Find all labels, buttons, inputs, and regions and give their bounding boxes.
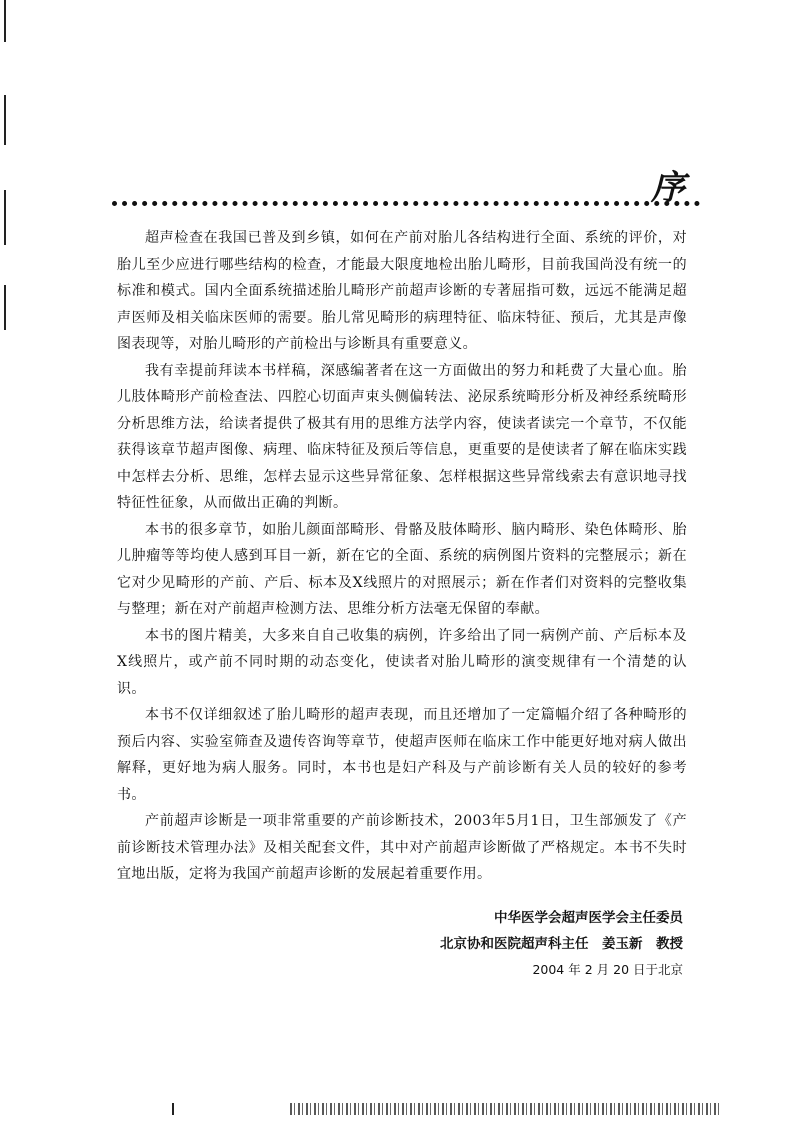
paragraph: 我有幸提前拜读本书样稿，深感编著者在这一方面做出的努力和耗费了大量心血。胎儿肢体畸形产前检查法、四腔心切面声束头侧偏转法、泌尿系统畸形分析及神经系统畸形分析思维方法，给读者提供了极其有用的思维方法学内容，使读者读完一个章节，不仅能获得该章节超声图像、病理、临床特征及预后等信息，更重要的是使读者了解在临床实践中怎样去分析、思维，怎样去显示这些异常征象、怎样根据这些异常线索去有意识地寻找特征性征象，从而做出正确的判断。 [117, 362, 687, 511]
scan-edge-mark [4, 190, 6, 245]
paragraph: 超声检查在我国已普及到乡镇，如何在产前对胎儿各结构进行全面、系统的评价，对胎儿至少应进行哪些结构的检查，才能最大限度地检出胎儿畸形，目前我国尚没有统一的标准和模式。国内全面系统描述胎儿畸形产前超声诊断的专著屈指可数，远远不能满足超声医师及相关临床医师的需要。胎儿常见畸形的病理特征、临床特征、预后，尤其是声像图表现等，对胎儿畸形的产前检出与诊断具有重要意义。 [117, 230, 687, 352]
signature-title: 中华医学会超声医学会主任委员 [494, 910, 683, 926]
scan-footer-mark [172, 1103, 174, 1115]
scan-edge-mark [4, 95, 6, 145]
signature-author: 北京协和医院超声科主任 姜玉新 教授 [440, 936, 683, 952]
dotted-rule [112, 201, 700, 206]
paragraph: 本书不仅详细叙述了胎儿畸形的超声表现，而且还增加了一定篇幅介绍了各种畸形的预后内容、实验室筛查及遗传咨询等章节，使超声医师在临床工作中能更好地对病人做出解释，更好地为病人服务。同时，本书也是妇产科及与产前诊断有关人员的较好的参考书。 [117, 707, 687, 803]
paragraph: 本书的很多章节，如胎儿颜面部畸形、骨骼及肢体畸形、脑内畸形、染色体畸形、胎儿肿瘤等等均使人感到耳目一新，新在它的全面、系统的病例图片资料的完整展示；新在它对少见畸形的产前、产后、标本及X线照片的对照展示；新在作者们对资料的完整收集与整理；新在对产前超声检测方法、思维分析方法毫无保留的奉献。 [117, 521, 687, 617]
body-text [117, 225, 687, 888]
scan-footer-noise [290, 1103, 720, 1115]
signature-block [440, 905, 683, 983]
page-heading: 序 [651, 168, 687, 208]
scan-edge-mark [4, 285, 6, 330]
paragraph: 产前超声诊断是一项非常重要的产前诊断技术，2003年5月1日，卫生部颁发了《产前诊断技术管理办法》及相关配套文件，其中对产前超声诊断做了严格规定。本书不失时宜地出版，定将为我国产前超声诊断的发展起着重要作用。 [117, 813, 687, 882]
paragraph: 本书的图片精美，大多来自自己收集的病例，许多给出了同一病例产前、产后标本及X线照片，或产前不同时期的动态变化，使读者对胎儿畸形的演变规律有一个清楚的认识。 [117, 627, 687, 697]
scan-edge-mark [4, 0, 6, 42]
signature-date: 2004 年 2 月 20 日于北京 [532, 962, 683, 977]
